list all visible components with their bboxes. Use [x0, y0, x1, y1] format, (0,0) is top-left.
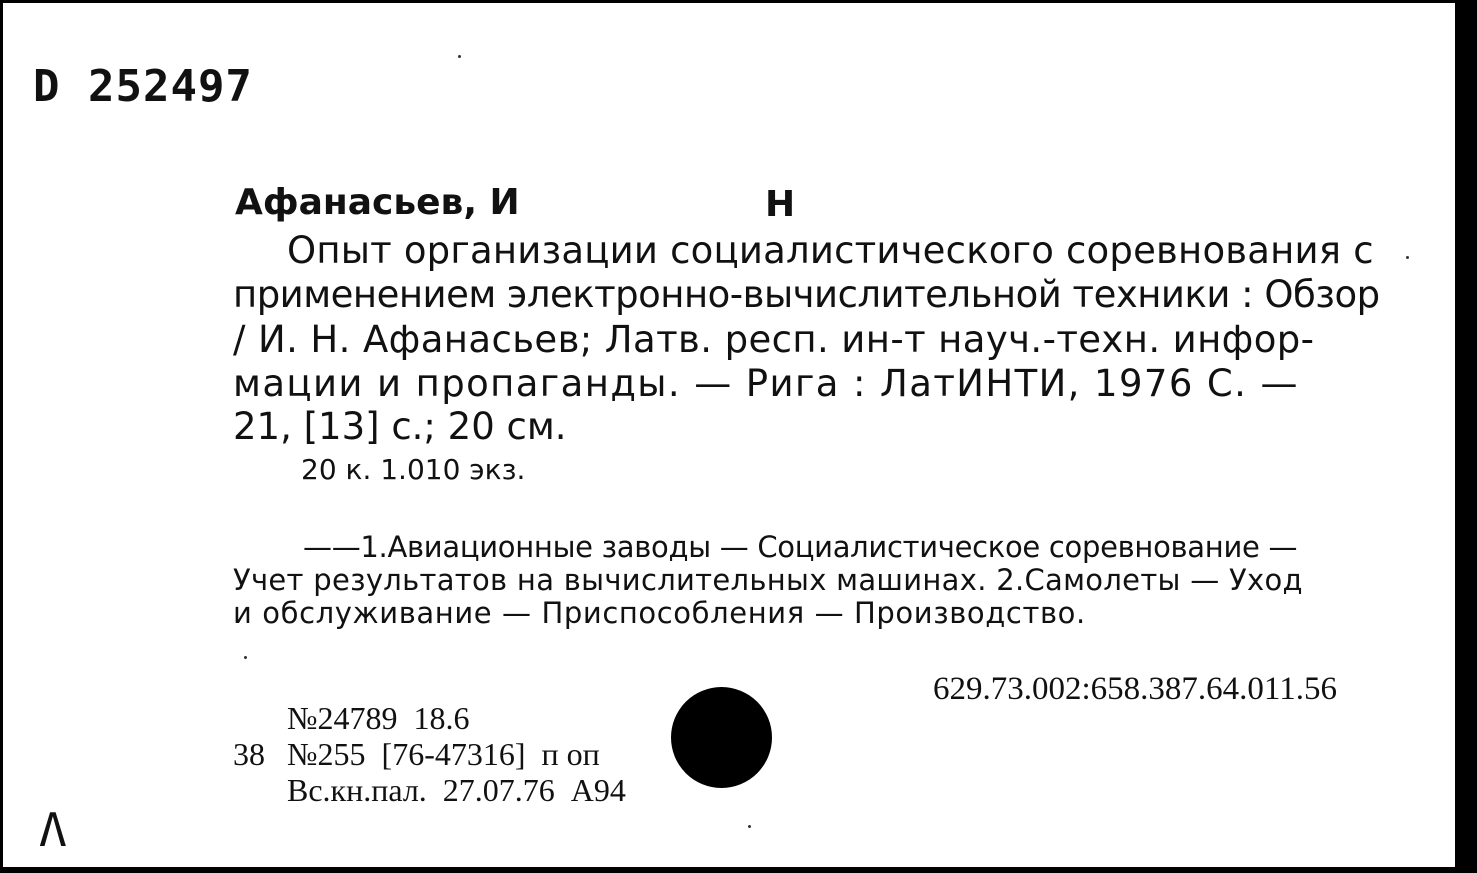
handwritten-call-number: D 252497 — [33, 61, 253, 112]
description-line-3: / И. Н. Афанасьев; Латв. респ. ин-т науч.-техн. инфор- — [233, 318, 1315, 361]
punched-hole — [671, 687, 772, 788]
imprint-prefix: 38 — [233, 736, 265, 772]
speck-3 — [748, 825, 751, 828]
subject-line-1: ——1.Авиационные заводы — Социалистическое соревнование — — [303, 530, 1298, 564]
speck-2 — [244, 656, 247, 659]
speck-1 — [458, 55, 461, 58]
speck-4 — [1406, 256, 1409, 259]
imprint-line-2: №255 [76-47316] п оп — [287, 736, 600, 772]
udc-number: 629.73.002:658.387.64.011.56 — [933, 671, 1337, 707]
subject-line-3: и обслуживание — Приспособления — Производство. — [233, 596, 1086, 630]
author-initial: Н — [765, 184, 796, 225]
description-line-2: применением электронно-вычислительной техники : Обзор — [233, 273, 1380, 316]
imprint-line-3: Вс.кн.пал. 27.07.76 А94 — [287, 772, 626, 808]
price-and-print-run: 20 к. 1.010 экз. — [301, 453, 526, 486]
description-line-1: Опыт организации социалистического соревнования с — [287, 229, 1374, 272]
description-line-4: мации и пропаганды. — Рига : ЛатИНТИ, 1976 С. — — [233, 362, 1299, 405]
imprint-line-1: №24789 18.6 — [287, 700, 470, 736]
handwritten-mark: Λ — [39, 803, 67, 857]
subject-line-2: Учет результатов на вычислительных машинах. 2.Самолеты — Уход — [233, 563, 1303, 597]
description-line-5: 21, [13] с.; 20 см. — [233, 405, 567, 448]
author-heading: Афанасьев, И — [235, 182, 520, 223]
